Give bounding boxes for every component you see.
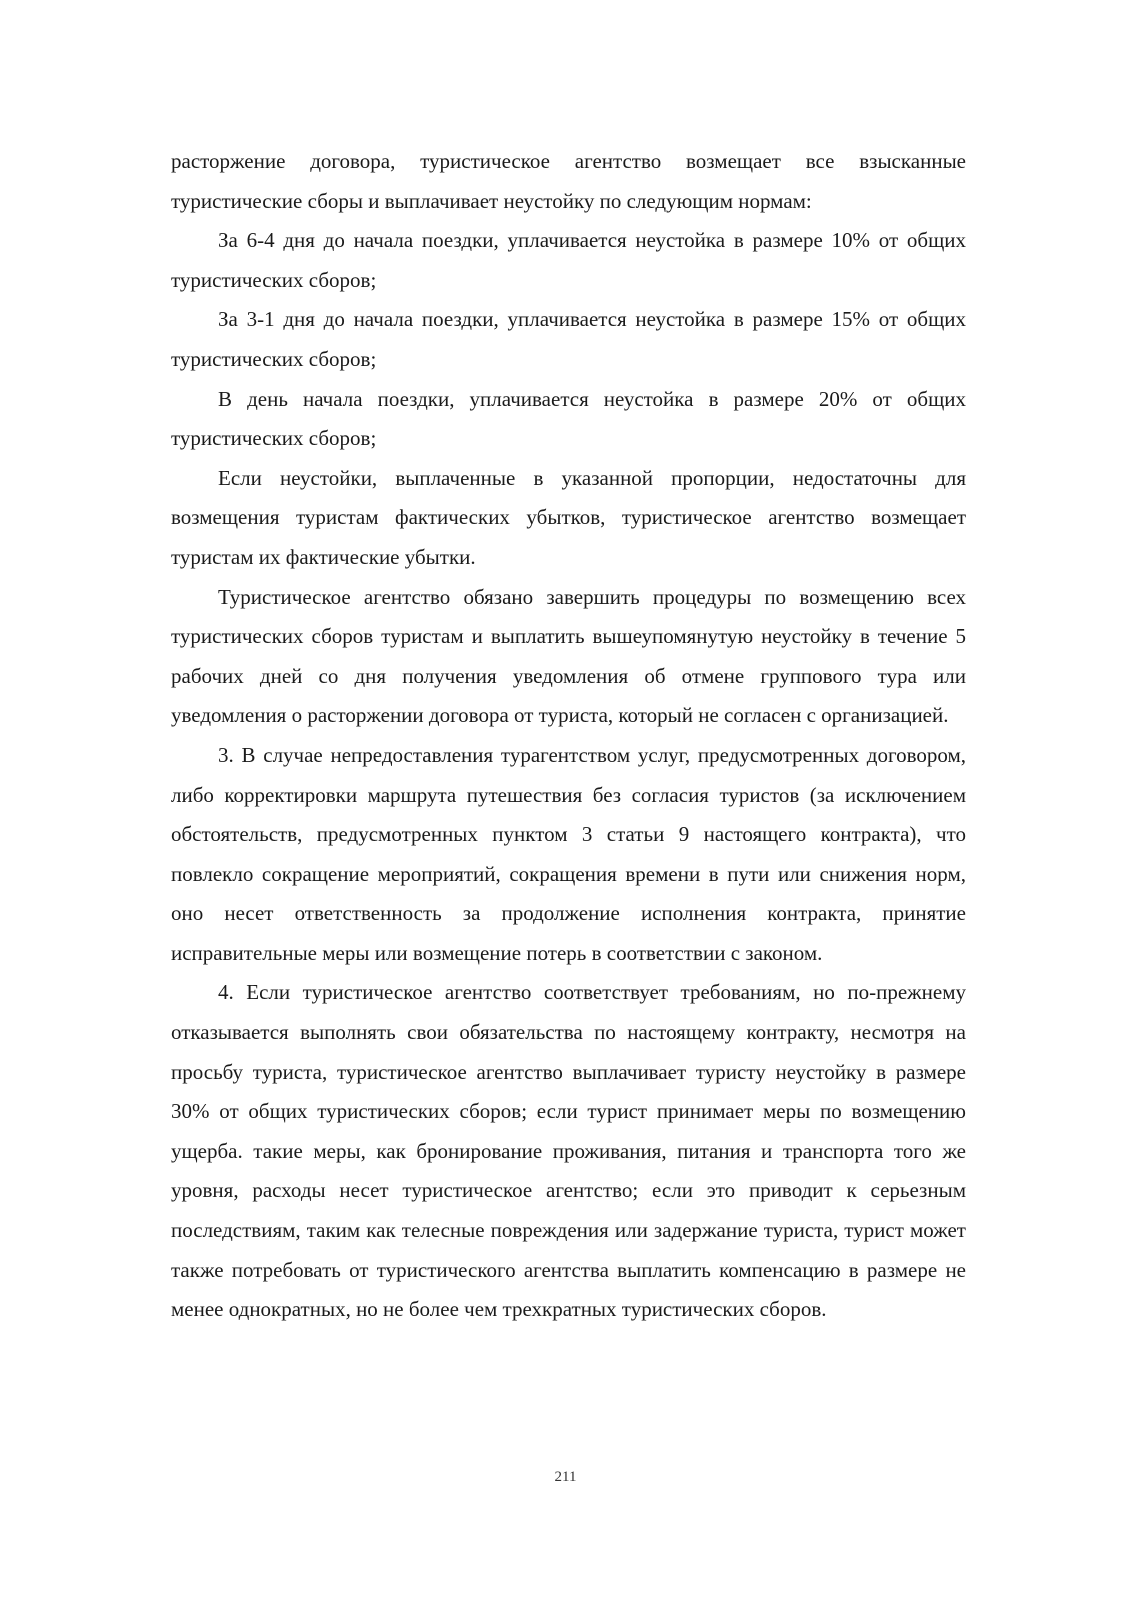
paragraph-penalty-6-4-days: За 6-4 дня до начала поездки, уплачивается неустойка в размере 10% от общих туристических сборов; (171, 228, 966, 292)
paragraph-clause-3: 3. В случае непредоставления турагентством услуг, предусмотренных договором, либо корректировки маршрута путешествия без согласия туристов (за исключением обстоятельств, предусмотренных пунктом 3 статьи 9 настоящего контракта), что повлекло сокращение мероприятий, сокращения времени в пути или снижения норм, оно несет ответственность за продолжение исполнения контракта, принятие исправительные меры или возмещение потерь в соответствии с законом. (171, 742, 966, 965)
paragraph-refund-procedure: Туристическое агентство обязано завершить процедуры по возмещению всех туристических сборов туристам и выплатить вышеупомянутую неустойку в течение 5 рабочих дней со дня получения уведомления об отмене группового тура или уведомления о расторжении договора от туриста, который не согласен с организацией. (171, 584, 966, 728)
paragraph-penalty-3-1-days: За 3-1 дня до начала поездки, уплачивается неустойка в размере 15% от общих туристических сборов; (171, 307, 966, 371)
paragraph-continuation: расторжение договора, туристическое агентство возмещает все взысканные туристические сборы и выплачивает неустойку по следующим нормам: (171, 149, 966, 213)
body-text (171, 142, 966, 1330)
paragraph-penalty-departure-day: В день начала поездки, уплачивается неустойка в размере 20% от общих туристических сборов; (171, 386, 966, 451)
paragraph-actual-losses: Если неустойки, выплаченные в указанной пропорции, недостаточны для возмещения туристам фактических убытков, туристическое агентство возмещает туристам их фактические убытки. (171, 465, 966, 569)
page-number: 211 (554, 1469, 577, 1485)
paragraph-clause-4: 4. Если туристическое агентство соответствует требованиям, но по-прежнему отказывается выполнять свои обязательства по настоящему контракту, несмотря на просьбу туриста, туристическое агентство выплачивает туристу неустойку в размере 30% от общих туристических сборов; если турист принимает меры по возмещению ущерба. такие меры, как бронирование проживания, питания и транспорта того же уровня, расходы несет туристическое агентство; если это приводит к серьезным последствиям, таким как телесные повреждения или задержание туриста, турист может также потребовать от туристического агентства выплатить компенсацию в размере не менее однократных, но не более чем трехкратных туристических сборов. (171, 980, 966, 1322)
